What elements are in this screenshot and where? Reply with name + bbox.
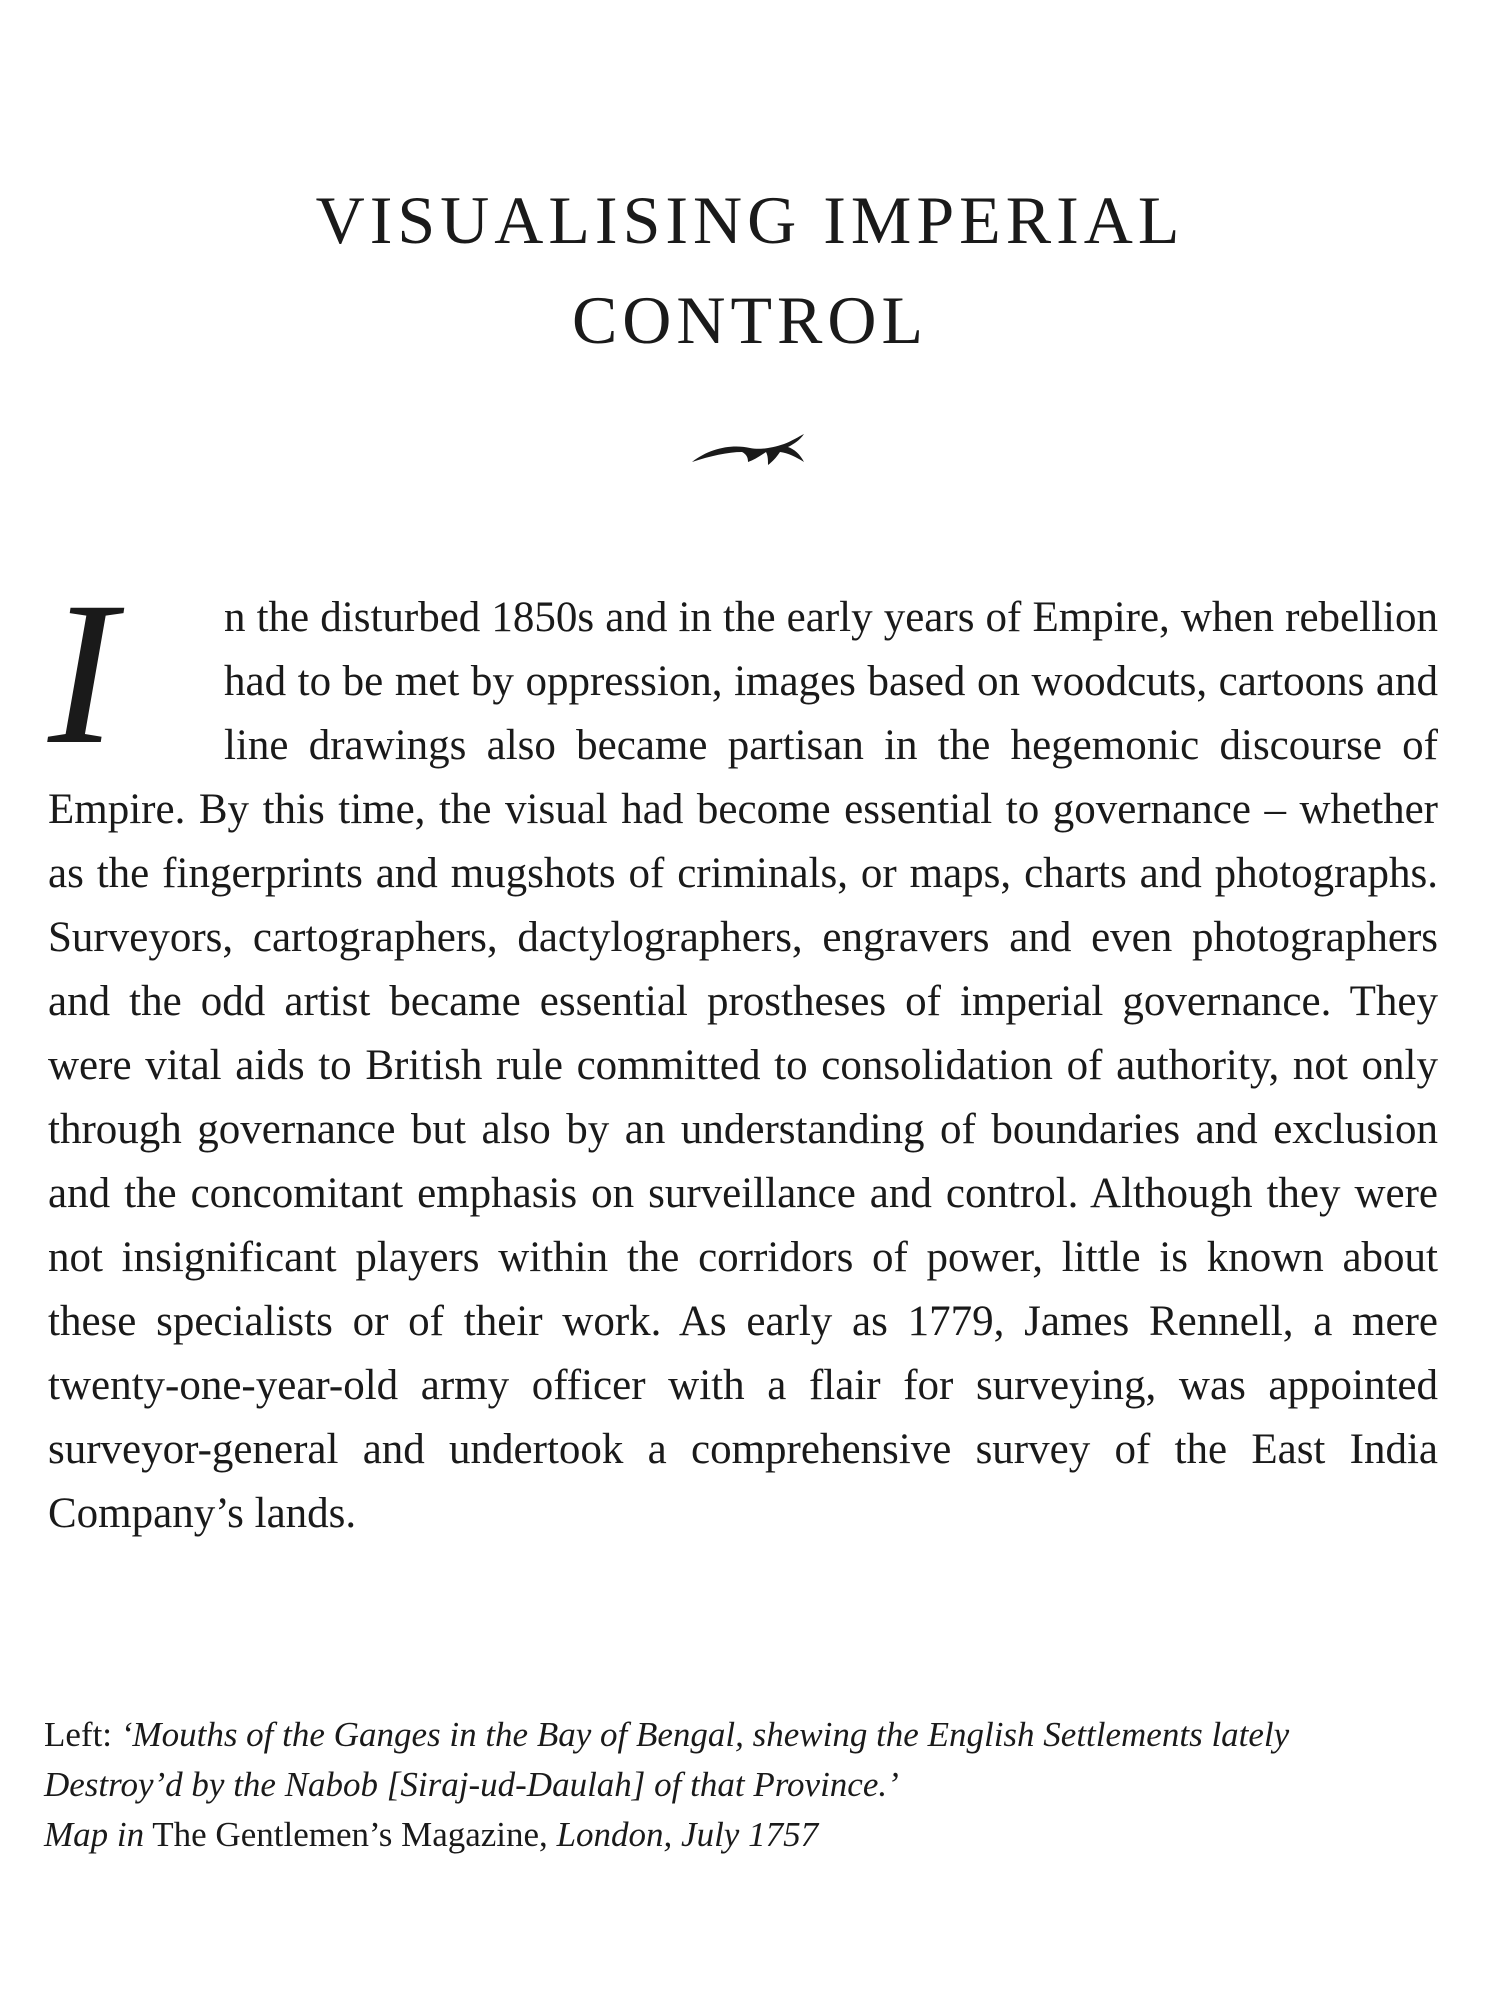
body-text: n the disturbed 1850s and in the early years of Empire, when rebellion had to be met by oppression, images based on woodcuts, cartoons and line drawings also became partisan in the hegemonic discourse of Empire. By this time, the visual had become essential to governance – whether as the fingerprints and mugshots of criminals, or maps, charts and photographs. Surveyors, cartographers, dactylographers, engravers and even photographers and the odd artist became essential prostheses of imperial governance. They were vital aids to British rule committed to consolidation of authority, not only through governance but also by an understanding of boundaries and exclusion and the concomitant emphasis on surveillance and control. Although they were not insignificant players within the corridors of power, little is known about these specialists or of their work. As early as 1779, James Rennell, a mere twenty-one-year-old army officer with a flair for surveying, was appointed surveyor-general and undertook a comprehensive survey of the East India Company’s lands. <box>48 594 1438 1537</box>
caption-publication: The Gentlemen’s Magazine, <box>152 1815 548 1854</box>
caption-place-date: London, July 1757 <box>556 1815 819 1854</box>
caption-line-3 <box>44 1810 1454 1860</box>
title-line-1: VISUALISING IMPERIAL <box>315 182 1185 258</box>
caption-quote-line-1: ‘Mouths of the Ganges in the Bay of Bengal, shewing the English Settlements lately <box>120 1715 1290 1754</box>
page-title <box>0 170 1500 370</box>
figure-caption <box>44 1710 1454 1860</box>
title-line-2: CONTROL <box>571 282 929 358</box>
caption-label: Left: <box>44 1715 113 1754</box>
caption-line-1 <box>44 1710 1454 1760</box>
drop-cap-letter: I <box>48 560 117 787</box>
caption-quote-line-2: Destroy’d by the Nabob [Siraj-ud-Daulah] of that Province.’ <box>44 1765 899 1804</box>
body-paragraph <box>48 560 1438 1546</box>
caption-map-in: Map in <box>44 1815 145 1854</box>
fleuron-ornament-icon <box>688 432 808 470</box>
